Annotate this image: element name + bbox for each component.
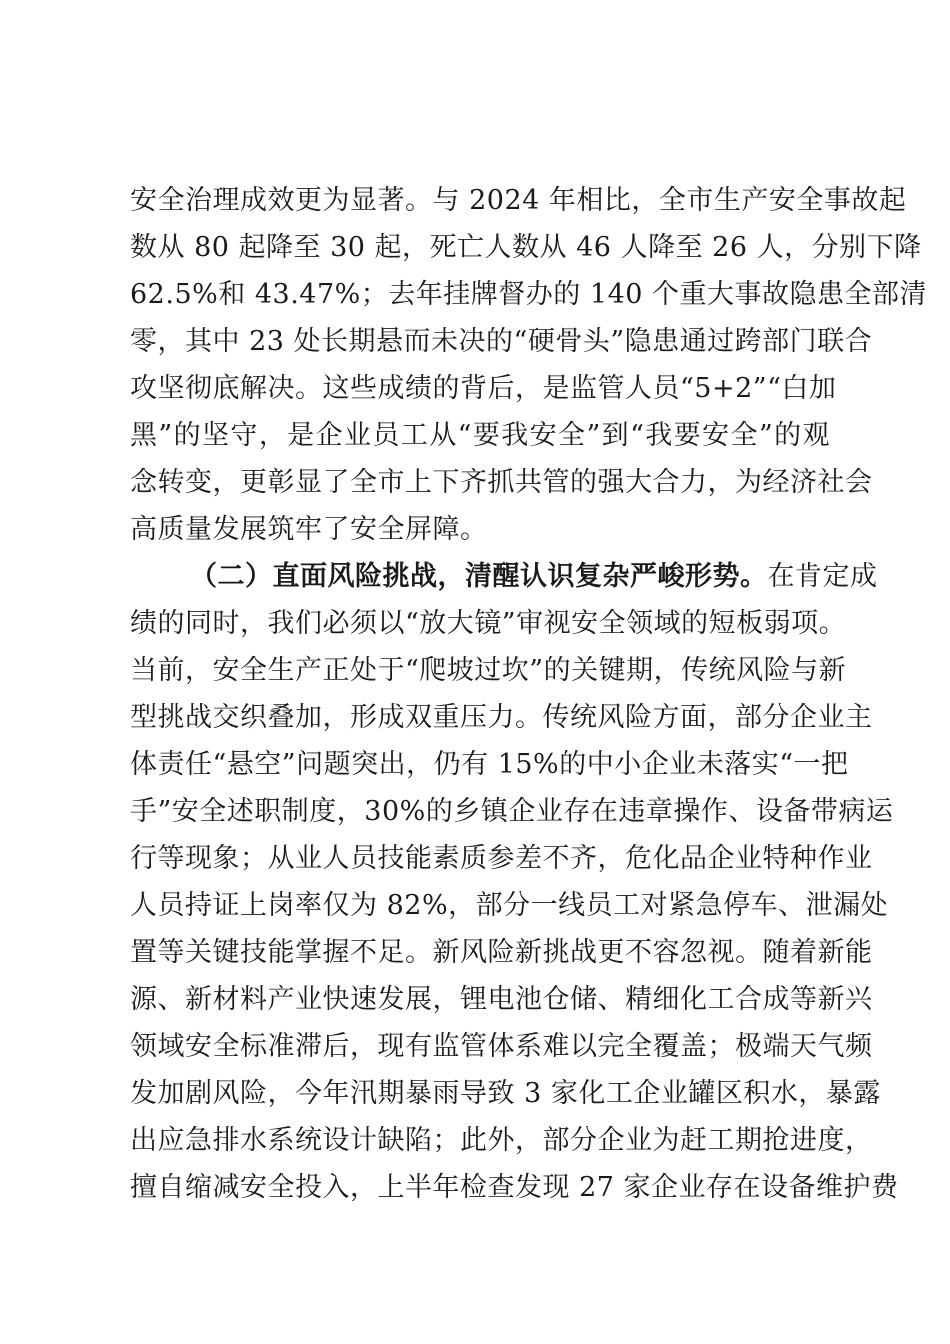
text-line: 数从 80 起降至 30 起，死亡人数从 46 人降至 26 人，分别下降 [130, 232, 922, 263]
text-line: 体责任“悬空”问题突出，仍有 15%的中小企业未落实“一把 [130, 749, 849, 780]
text-line: 念转变，更彰显了全市上下齐抓共管的强大合力，为经济社会 [130, 467, 873, 498]
text-line: 安全治理成效更为显著。与 2024 年相比，全市生产安全事故起 [130, 185, 907, 216]
text-line: 擅自缩减安全投入，上半年检查发现 27 家企业存在设备维护费 [130, 1172, 899, 1203]
section-heading: （二）直面风险挑战，清醒认识复杂严峻形势。 [190, 561, 768, 592]
text-line: 攻坚彻底解决。这些成绩的背后，是监管人员“5+2”“白加 [130, 373, 837, 404]
text-line: 零，其中 23 处长期悬而未决的“硬骨头”隐患通过跨部门联合 [130, 326, 873, 357]
text-line: 置等关键技能掌握不足。新风险新挑战更不容忽视。随着新能 [130, 937, 873, 968]
text-line: 当前，安全生产正处于“爬坡过坎”的关键期，传统风险与新 [130, 655, 847, 686]
text-line: 领域安全标准滞后，现有监管体系难以完全覆盖；极端天气频 [130, 1031, 873, 1062]
text-line: 绩的同时，我们必须以“放大镜”审视安全领域的短板弱项。 [130, 608, 847, 639]
text-line: 型挑战交织叠加，形成双重压力。传统风险方面，部分企业主 [130, 702, 873, 733]
text-line: 源、新材料产业快速发展，锂电池仓储、精细化工合成等新兴 [130, 984, 873, 1015]
text-line: 黑”的坚守，是企业员工从“要我安全”到“我要安全”的观 [130, 420, 830, 451]
section-heading-line [190, 556, 878, 598]
text-line: 出应急排水系统设计缺陷；此外，部分企业为赶工期抢进度， [130, 1125, 873, 1156]
text-line: 发加剧风险，今年汛期暴雨导致 3 家化工企业罐区积水，暴露 [130, 1078, 881, 1109]
heading-line-rest: 在肯定成 [767, 561, 878, 592]
text-line: 62.5%和 43.47%；去年挂牌督办的 140 个重大事故隐患全部清 [130, 279, 928, 310]
text-line: 行等现象；从业人员技能素质参差不齐，危化品企业特种作业 [130, 843, 873, 874]
text-line: 高质量发展筑牢了安全屏障。 [130, 514, 488, 545]
text-line: 人员持证上岗率仅为 82%，部分一线员工对紧急停车、泄漏处 [130, 890, 889, 921]
text-line: 手”安全述职制度，30%的乡镇企业存在违章操作、设备带病运 [130, 796, 894, 827]
